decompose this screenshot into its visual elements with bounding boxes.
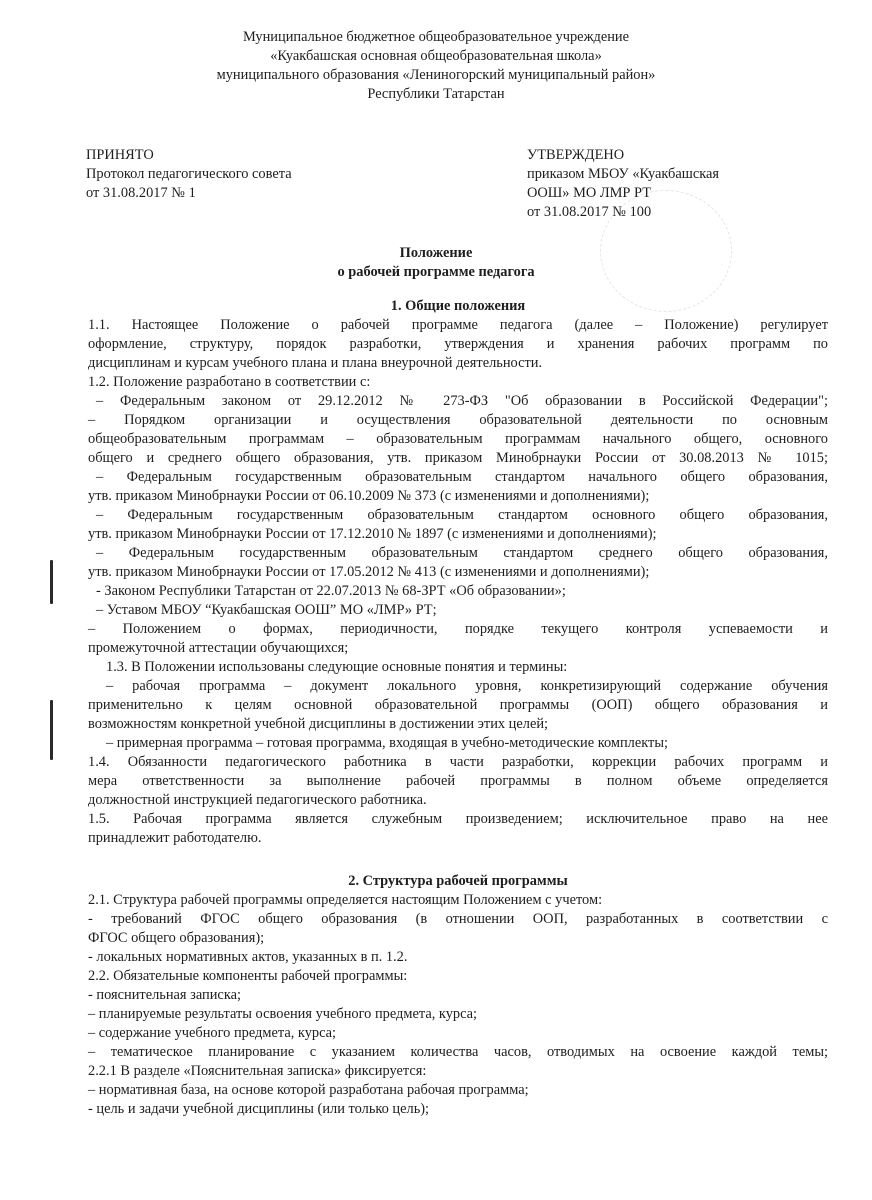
paragraph-line: принадлежит работодателю. xyxy=(88,830,262,846)
accepted-block xyxy=(86,146,292,203)
paragraph-line: – содержание учебного предмета, курса; xyxy=(88,1025,337,1041)
margin-hole-mark xyxy=(50,700,53,760)
paragraph-line: - требований ФГОС общего образования (в отношении ООП, разработанных в соответствии с xyxy=(88,911,828,927)
paragraph-line: – тематическое планирование с указанием количества часов, отводимых на освоение каждой темы; xyxy=(88,1044,828,1060)
paragraph-line: – примерная программа – готовая программа, входящая в учебно-методические комплекты; xyxy=(106,735,669,751)
paragraph-line: 2.2.1 В разделе «Пояснительная записка» фиксируется: xyxy=(88,1063,427,1079)
accepted-protocol: Протокол педагогического совета xyxy=(86,166,292,182)
approved-order: приказом МБОУ «Куакбашская xyxy=(527,166,720,182)
paragraph-line: 1.5. Рабочая программа является служебным произведением; исключительное право на нее xyxy=(88,811,828,827)
paragraph-line: ФГОС общего образования); xyxy=(88,930,265,946)
accepted-date: от 31.08.2017 № 1 xyxy=(86,185,196,201)
paragraph-line: – нормативная база, на основе которой разработана рабочая программа; xyxy=(88,1082,529,1098)
document-title xyxy=(0,244,872,282)
header-line: муниципального образования «Лениногорский муниципальный район» xyxy=(216,67,656,83)
margin-hole-mark xyxy=(50,560,53,604)
school-header xyxy=(0,28,872,104)
paragraph-line: – Федеральным государственным образовательным стандартом начального общего образования, xyxy=(96,469,828,485)
accepted-title: ПРИНЯТО xyxy=(86,147,154,163)
paragraph-line: – рабочая программа – документ локального уровня, конкретизирующий содержание обучения xyxy=(106,678,828,694)
paragraph-line: промежуточной аттестации обучающихся; xyxy=(88,640,349,656)
document-title-line: Положение xyxy=(399,245,473,261)
paragraph-line: возможностям конкретной учебной дисциплины в достижении этих целей; xyxy=(88,716,549,732)
section-gap xyxy=(88,848,828,872)
paragraph-line: 2.2. Обязательные компоненты рабочей программы: xyxy=(88,968,408,984)
paragraph-line: – планируемые результаты освоения учебного предмета, курса; xyxy=(88,1006,478,1022)
approved-title: УТВЕРЖДЕНО xyxy=(527,147,625,163)
paragraph-line: дисциплинам и курсам учебного плана и плана внеурочной деятельности. xyxy=(88,355,543,371)
document-title-line: о рабочей программе педагога xyxy=(337,264,535,280)
paragraph-line: утв. приказом Минобрнауки России от 17.05.2012 № 413 (с изменениями и дополнениями); xyxy=(88,564,650,580)
paragraph-line: 2.1. Структура рабочей программы определяется настоящим Положением с учетом: xyxy=(88,892,603,908)
section-title: 2. Структура рабочей программы xyxy=(348,873,568,889)
section-title: 1. Общие положения xyxy=(390,298,526,314)
paragraph-line: – Порядком организации и осуществления образовательной деятельности по основным xyxy=(88,412,828,428)
paragraph-line: 1.4. Обязанности педагогического работника в части разработки, коррекции рабочих программ и xyxy=(88,754,828,770)
paragraph-line: - Законом Республики Татарстан от 22.07.2013 № 68-ЗРТ «Об образовании»; xyxy=(96,583,566,599)
section-general xyxy=(88,297,828,1119)
paragraph-line: - локальных нормативных актов, указанных в п. 1.2. xyxy=(88,949,408,965)
approved-org: ООШ» МО ЛМР РТ xyxy=(527,185,652,201)
paragraph-line: общеобразовательным программам – образовательным программам начального общего, основного xyxy=(88,431,828,447)
paragraph-line: – Уставом МБОУ “Куакбашская ООШ” МО «ЛМР» РТ; xyxy=(96,602,437,618)
paragraph-line: применительно к целям основной образовательной программы (ООП) общего образования и xyxy=(88,697,828,713)
paragraph-line: утв. приказом Минобрнауки России от 06.10.2009 № 373 (с изменениями и дополнениями); xyxy=(88,488,650,504)
paragraph-line: – Федеральным законом от 29.12.2012 № 273-ФЗ "Об образовании в Российской Федерации"; xyxy=(96,393,828,409)
paragraph-line: мера ответственности за выполнение рабочей программы в полном объеме определяется xyxy=(88,773,828,789)
paragraph-line: должностной инструкцией педагогического работника. xyxy=(88,792,427,808)
paragraph-line: - пояснительная записка; xyxy=(88,987,241,1003)
paragraph-line: утв. приказом Минобрнауки России от 17.12.2010 № 1897 (с изменениями и дополнениями); xyxy=(88,526,657,542)
paragraph-line: – Положением о формах, периодичности, порядке текущего контроля успеваемости и xyxy=(88,621,828,637)
paragraph-line: – Федеральным государственным образовательным стандартом среднего общего образования, xyxy=(96,545,828,561)
header-line: Муниципальное бюджетное общеобразовательное учреждение xyxy=(242,29,630,45)
paragraph-line: - цель и задачи учебной дисциплины (или только цель); xyxy=(88,1101,430,1117)
header-line: «Куакбашская основная общеобразовательная школа» xyxy=(270,48,602,64)
paragraph-line: общего и среднего общего образования, утв. приказом Минобрнауки России от 30.08.2013 № 1015; xyxy=(88,450,828,466)
paragraph-line: 1.1. Настоящее Положение о рабочей программе педагога (далее – Положение) регулирует xyxy=(88,317,828,333)
paragraph-line: 1.2. Положение разработано в соответствии с: xyxy=(88,374,371,390)
paragraph-line: 1.3. В Положении использованы следующие основные понятия и термины: xyxy=(106,659,568,675)
paragraph-line: оформление, структуру, порядок разработки, утверждения и хранения рабочих программ по xyxy=(88,336,828,352)
paragraph-line: – Федеральным государственным образовательным стандартом основного общего образования, xyxy=(96,507,828,523)
approved-date: от 31.08.2017 № 100 xyxy=(527,204,652,220)
header-line: Республики Татарстан xyxy=(367,86,505,102)
